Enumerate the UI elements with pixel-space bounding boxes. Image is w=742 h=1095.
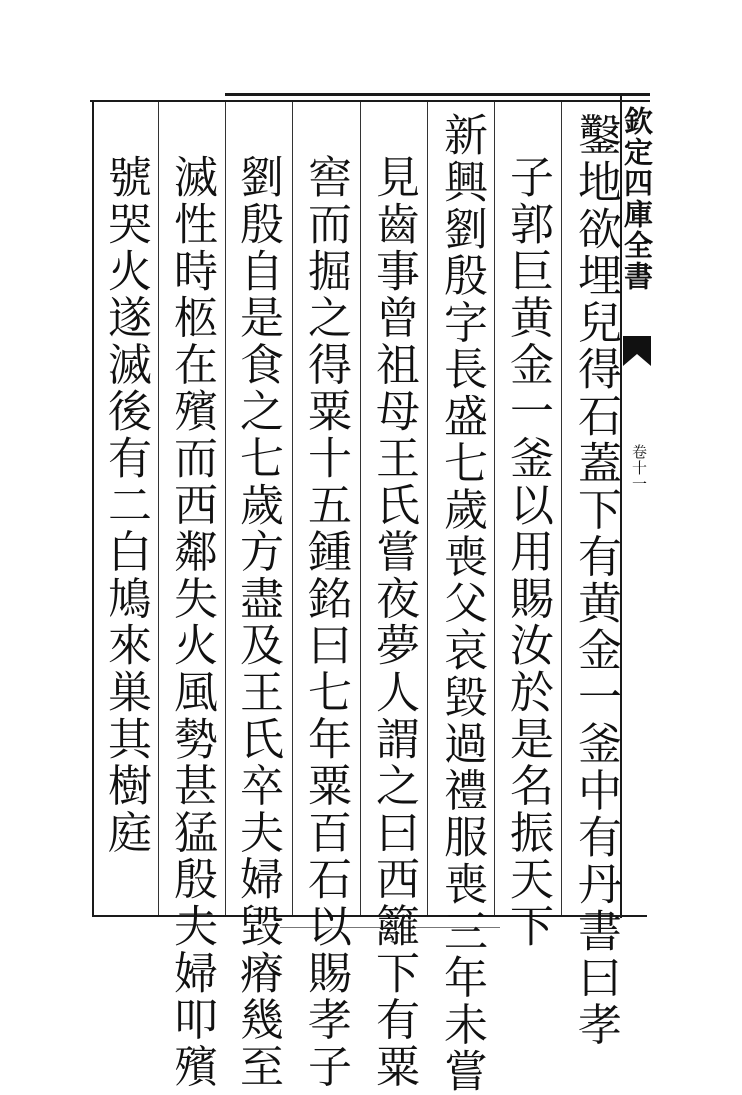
text-column-7: 滅性時柩在殯而西鄰失火風勢甚猛殷夫婦叩殯 [166,154,217,1090]
text-column-4: 見齒事曾祖母王氏嘗夜夢人謂之曰西籬下有粟 [368,154,419,1090]
text-column-2: 子郭巨黄金一釜以用賜汝於是名振天下 [502,154,553,950]
column-divider [292,102,293,915]
column-divider [494,102,495,915]
margin-book-title: 欽定四庫全書 [620,106,654,292]
column-divider [225,102,226,915]
text-column-8: 號哭火遂滅後有二白鳩來巣其樹庭 [100,154,151,856]
top-border-thick [225,93,650,96]
text-column-3: 新興劉殷字長盛七歲喪父哀毀過禮服喪三年未嘗 [436,112,487,1095]
column-divider [427,102,428,915]
column-divider [360,102,361,915]
column-divider [561,102,562,915]
left-border [92,102,94,915]
text-column-6: 劉殷自是食之七歲方盡及王氏卒夫婦毀瘠幾至 [232,154,283,1090]
text-column-5: 窖而掘之得粟十五鍾銘曰七年粟百石以賜孝子 [300,154,351,1090]
margin-volume-label: 卷十一 [630,444,648,492]
column-divider [158,102,159,915]
text-column-1: 鑿地欲埋兒得石蓋下有黄金一釜中有丹書曰孝 [570,112,621,1048]
top-border [90,100,650,102]
